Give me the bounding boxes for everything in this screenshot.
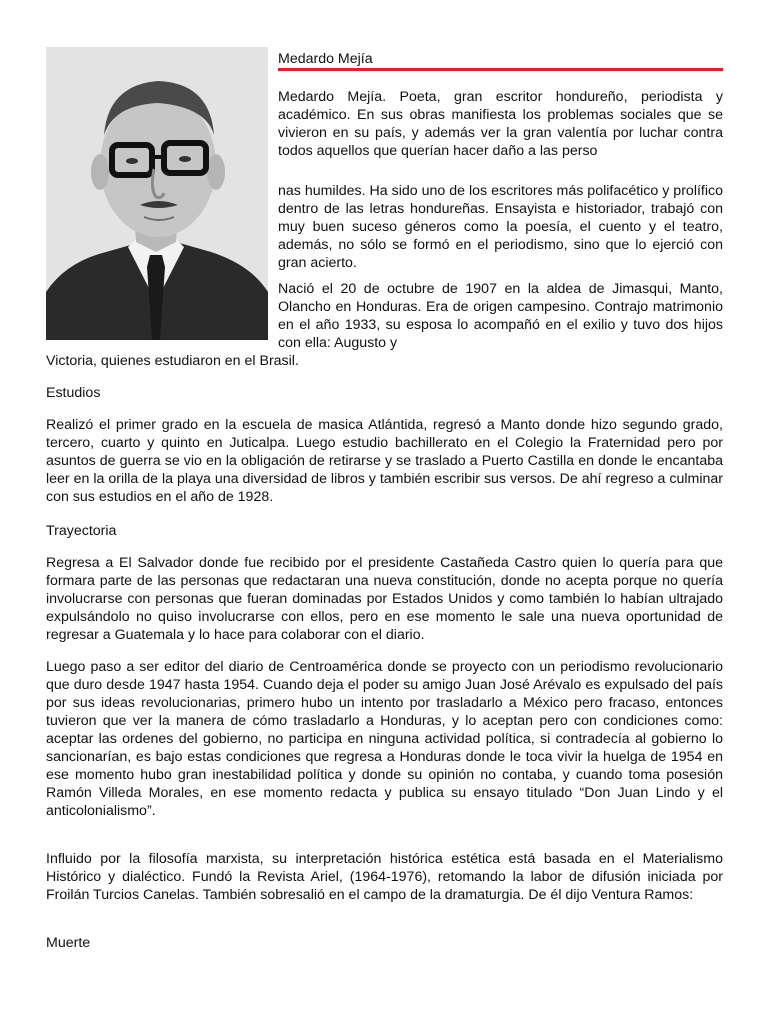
portrait-photo-icon (46, 47, 268, 340)
intro-paragraph-3: Nació el 20 de octubre de 1907 en la aldea de Jimasqui, Manto, Olancho en Honduras. Era de origen campesino. Contrajo matrimonio en el año 1933, su esposa lo acompañó en el exilio y tuvo dos hijos con ella: Augusto y (278, 281, 723, 351)
trayectoria-paragraph-3: Influido por la filosofía marxista, su interpretación histórica estética está basada en el Materialismo Histórico y dialéctico. Fundó la Revista Ariel, (1964-1976), retomando la labor de difusión iniciada por Froilán Turcios Canelas. También sobresalió en el campo de la dramaturgia. De él dijo Ventura Ramos: (46, 851, 723, 903)
section-heading-trayectoria: Trayectoria (46, 523, 117, 539)
intro-paragraph-3-continuation: Victoria, quienes estudiaron en el Brasil. (46, 353, 299, 369)
trayectoria-paragraph-2: Luego paso a ser editor del diario de Centroamérica donde se proyecto con un periodismo revolucionario que duro desde 1947 hasta 1954. Cuando deja el poder su amigo Juan José Arévalo es expulsado del país por sus ideas revolucionarias, primero hubo un intento por trasladarlo a México pero fracaso, entonces tuvieron que ver la manera de cómo trasladarlo a Honduras, y lo aceptan pero con condiciones como: aceptar las ordenes del gobierno, no participa en ninguna actividad política, si contradecía al gobierno lo sancionarían, es bajo estas condiciones que regresa a Honduras donde le toca vivir la huelga de 1954 en ese momento hubo gran inestabilidad política y donde su opinión no contaba, y cuando toma posesión Ramón Villeda Morales, en ese momento redacta y publica su ensayo titulado “Don Juan Lindo y el anticolonialismo”. (46, 659, 723, 819)
document-title: Medardo Mejía (278, 51, 373, 67)
title-underline (278, 68, 723, 71)
intro-paragraph-2: nas humildes. Ha sido uno de los escritores más polifacético y prolífico dentro de las letras hondureñas. Ensayista e historiador, trabajó con muy buen suceso géneros como la poesía, el cuento y el teatro, además, no sólo se formó en el periodismo, sino que lo ejerció con gran acierto. (278, 183, 723, 271)
section-heading-muerte: Muerte (46, 935, 91, 951)
section-heading-estudios: Estudios (46, 385, 101, 401)
trayectoria-paragraph-1: Regresa a El Salvador donde fue recibido por el presidente Castañeda Castro quien lo quería para que formara parte de las personas que redactaran una nueva constitución, donde no acepta porque no quería involucrarse con personas que fueran dominadas por Estados Unidos y como también lo habían ultrajado expulsándolo no quiso involucrarse con ellos, pero en ese momento le sale una nueva oportunidad de regresar a Guatemala y lo hace para colaborar con el diario. (46, 555, 723, 643)
author-portrait-photo (46, 47, 268, 340)
estudios-paragraph: Realizó el primer grado en la escuela de masica Atlántida, regresó a Manto donde hizo segundo grado, tercero, cuarto y quinto en Juticalpa. Luego estudio bachillerato en el Colegio la Fraternidad pero por asuntos de guerra se vio en la obligación de retirarse y se traslado a Puerto Castilla en donde le encantaba leer en la orilla de la playa una diversidad de libros y también escribir sus versos. De ahí regreso a culminar con sus estudios en el año de 1928. (46, 417, 723, 505)
intro-paragraph-1: Medardo Mejía. Poeta, gran escritor hondureño, periodista y académico. En sus obras manifiesta los problemas sociales que se vivieron en su país, y además ver la gran valentía por luchar contra todos aquellos que querían hacer daño a las perso (278, 89, 723, 159)
